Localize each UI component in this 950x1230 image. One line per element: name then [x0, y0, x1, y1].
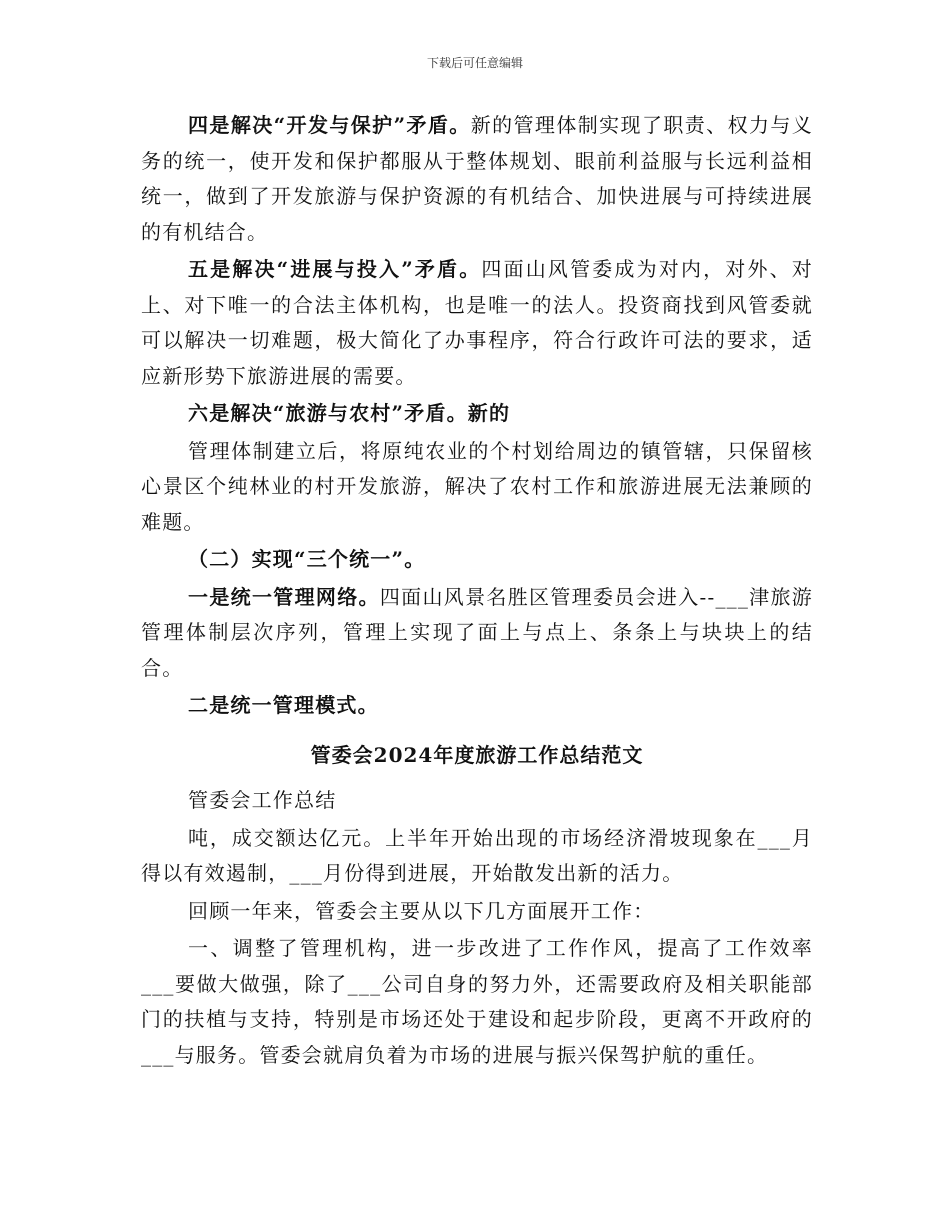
section-heading-three-unifications: （二）实现“三个统一”。 [188, 547, 426, 571]
paragraph-11: 一、调整了管理机构，进一步改进了工作作风，提高了工作效率___要做大做强，除了___公司自身的努力外，还需要政府及相关职能部门的扶植与支持，特别是市场还处于建设和起步阶段，更离不开政府的___与服务。管委会就肩负着为市场的进展与振兴保驾护航的重任。 [141, 936, 813, 1067]
paragraph-6-heading: 一是统一管理网络。 [188, 584, 380, 609]
page-header: 下载后可任意编辑 [426, 56, 523, 70]
paragraph-1-heading: 四是解决“开发与保护”矛盾。 [188, 113, 471, 137]
paragraph-1 [141, 108, 813, 250]
paragraph-6-text: 四面山风景名胜区管理委员会进入--___津旅游管理体制层次序列，管理上实现了面上与点上、条条上与块块上的结合。 [141, 584, 813, 680]
paragraph-4: 管理体制建立后，将原纯农业的个村划给周边的镇管辖，只保留核心景区个纯林业的村开发旅游，解决了农村工作和旅游进展无法兼顾的难题。 [141, 438, 813, 534]
paragraph-8: 管委会工作总结 [188, 788, 337, 812]
paragraph-9: 吨，成交额达亿元。上半年开始出现的市场经济滑坡现象在___月得以有效遏制，___月份得到进展，开始散发出新的活力。 [141, 825, 813, 885]
paragraph-1-text: 新的管理体制实现了职责、权力与义务的统一，使开发和保护都服从于整体规划、眼前利益服与长远利益相统一，做到了开发旅游与保护资源的有机结合、加快进展与可持续进展的有机结合。 [141, 113, 813, 244]
paragraph-2-text: 四面山风管委成为对内，对外、对上、对下唯一的合法主体机构，也是唯一的法人。投资商找到风管委就可以解决一切难题，极大简化了办事程序，符合行政许可法的要求，适应新形势下旅游进展的需要。 [141, 257, 813, 388]
paragraph-10: 回顾一年来，管委会主要从以下几方面展开工作： [188, 898, 655, 923]
paragraph-6 [141, 580, 813, 687]
paragraph-7-heading: 二是统一管理模式。 [188, 693, 379, 717]
document-body [141, 108, 813, 1073]
paragraph-2 [141, 252, 813, 394]
paragraph-2-heading: 五是解决“进展与投入”矛盾。 [188, 257, 482, 281]
document-title: 管委会2024年度旅游工作总结范文 [310, 742, 644, 767]
paragraph-3-heading: 六是解决“旅游与农村”矛盾。新的 [188, 401, 511, 425]
